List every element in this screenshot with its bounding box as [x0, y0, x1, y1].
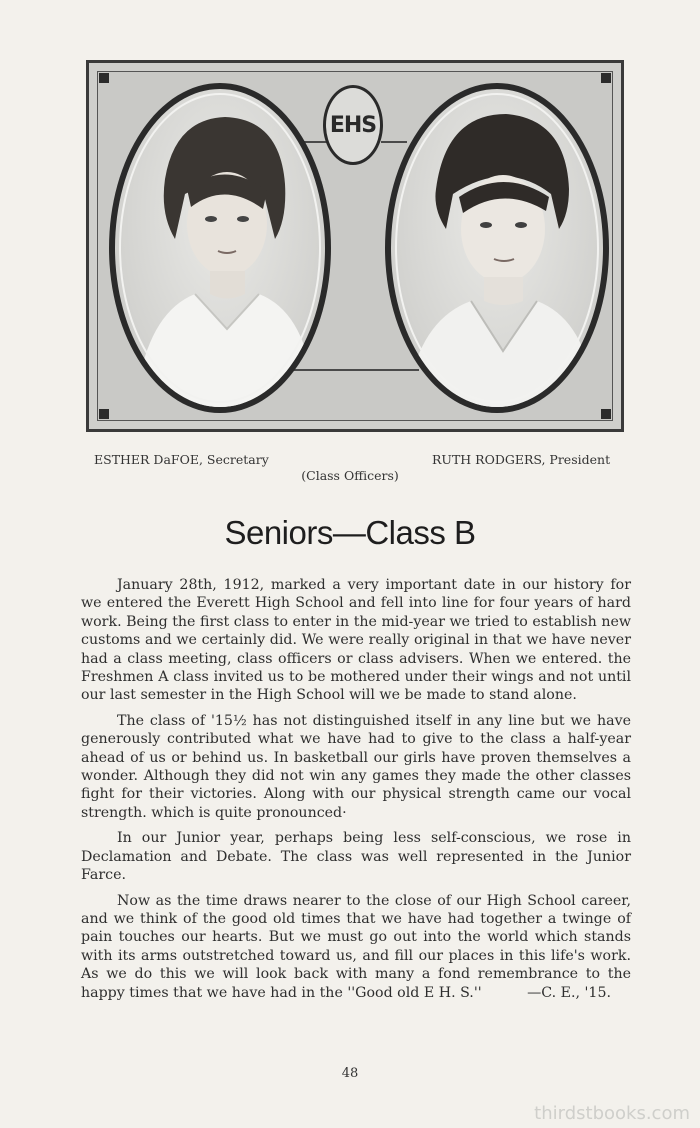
paragraph: The class of '15½ has not distinguished itself in any line but we have generously contributed what we have had to give to the class a half-year ahead of us or behind us. In basketball our girls have proven themselves a wonder. Although they did not win any games they made the other classes fight for their victories. Along with our physical strength came our vocal strength. which is quite pronounced·	[81, 712, 631, 821]
article-body	[81, 576, 631, 1009]
caption-class-officers: (Class Officers)	[301, 468, 399, 483]
corner-ornament	[601, 409, 611, 419]
watermark: thirdstbooks.com	[534, 1103, 690, 1124]
caption-secretary: ESTHER DaFOE, Secretary	[94, 452, 269, 467]
portrait-ruth-rodgers	[385, 83, 609, 413]
corner-ornament	[601, 73, 611, 83]
paragraph-text: Now as the time draws nearer to the close of our High School career, and we think of the good old times that we have had together a twinge of pain touches our hearts. But we must go out into the world which stands with its arms outstretched toward us, and fill our places in this life's work. As we do this we will look back with many a fond remembrance to the happy times that we have had in the ''Good old E H. S.''	[81, 892, 631, 1001]
corner-ornament	[99, 409, 109, 419]
page-title: Seniors—Class B	[224, 514, 476, 551]
portrait-image	[391, 89, 603, 407]
author-signature: —C. E., '15.	[527, 984, 611, 1001]
paragraph: In our Junior year, perhaps being less self-conscious, we rose in Declamation and Debate. The class was well represented in the Junior Farce.	[81, 830, 631, 884]
paragraph	[81, 892, 631, 1002]
page-number: 48	[341, 1066, 359, 1081]
corner-ornament	[99, 73, 109, 83]
portrait-image	[115, 89, 325, 407]
portrait-esther-dafoe	[109, 83, 331, 413]
photo-plate	[86, 60, 624, 432]
caption-president: RUTH RODGERS, President	[432, 452, 611, 467]
ehs-monogram-logo: EHS	[323, 85, 383, 165]
paragraph: January 28th, 1912, marked a very important date in our history for we entered the Everett High School and fell into line for four years of hard work. Being the first class to enter in the mid-year we tried to establish new customs and we certainly did. We were really original in that we have never had a class meeting, class officers or class advisers. When we entered. the Freshmen A class invited us to be mothered under their wings and not until our last semester in the High School will we be made to stand alone.	[81, 577, 631, 704]
